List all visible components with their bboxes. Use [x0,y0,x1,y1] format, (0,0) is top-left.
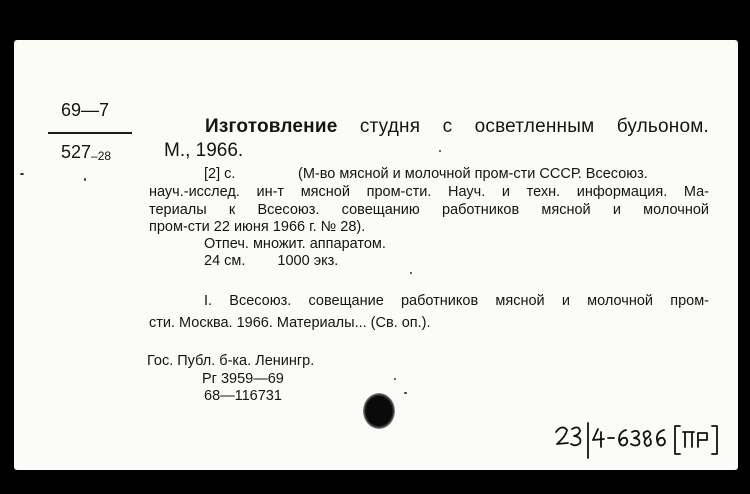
shelf-mark-bottom [61,142,111,163]
title [205,116,709,138]
series-line-4: пром-сти 22 июня 1966 г. № 28). [149,219,366,235]
series-line-3: териалы к Всесоюз. совещанию работников мясной и молочной [149,202,709,218]
imprint: М., 1966. [164,140,244,161]
copies: 1000 экз. [277,253,339,269]
physical-description [204,253,338,269]
card-number: 68—116731 [204,388,282,404]
subject-line-2: сти. Москва. 1966. Материалы... (Св. оп.). [149,315,431,331]
shelf-mark-bottom-sub: –28 [91,149,112,163]
speck [84,178,86,181]
shelf-mark-top: 69—7 [61,100,110,120]
print-note: Отпеч. множит. аппаратом. [204,236,386,252]
handwritten-annotation [552,420,732,460]
order-number: Рг 3959—69 [202,371,284,387]
series-line-2: науч.-исслед. ин-т мясной пром-сти. Науч. и техн. информация. Ма- [149,184,709,200]
title-rest: студня с осветленным бульоном. [359,116,709,137]
size: 24 см. [204,253,246,269]
speck [394,378,396,380]
catalog-card [14,40,738,470]
shelf-mark-divider [48,132,132,134]
shelf-mark-bottom-main: 527 [61,142,92,162]
speck [20,173,24,175]
pages: [2] с. [204,166,236,182]
subject-line-1: I. Всесоюз. совещание работников мясной и молочной пром- [204,293,709,309]
speck [404,392,407,394]
speck [410,272,412,274]
library-name: Гос. Публ. б-ка. Ленингр. [147,353,315,369]
ink-blot [363,393,395,429]
speck [439,150,441,152]
title-bold: Изготовление [205,116,338,137]
handwritten-note-text: 23|4-6386 [ГП] [552,420,559,421]
shelf-mark-sub-number: 28 [97,149,112,163]
collation-line [204,166,709,182]
series-line-1: (М-во мясной и молочной пром-сти СССР. Всесоюз. [298,166,648,182]
